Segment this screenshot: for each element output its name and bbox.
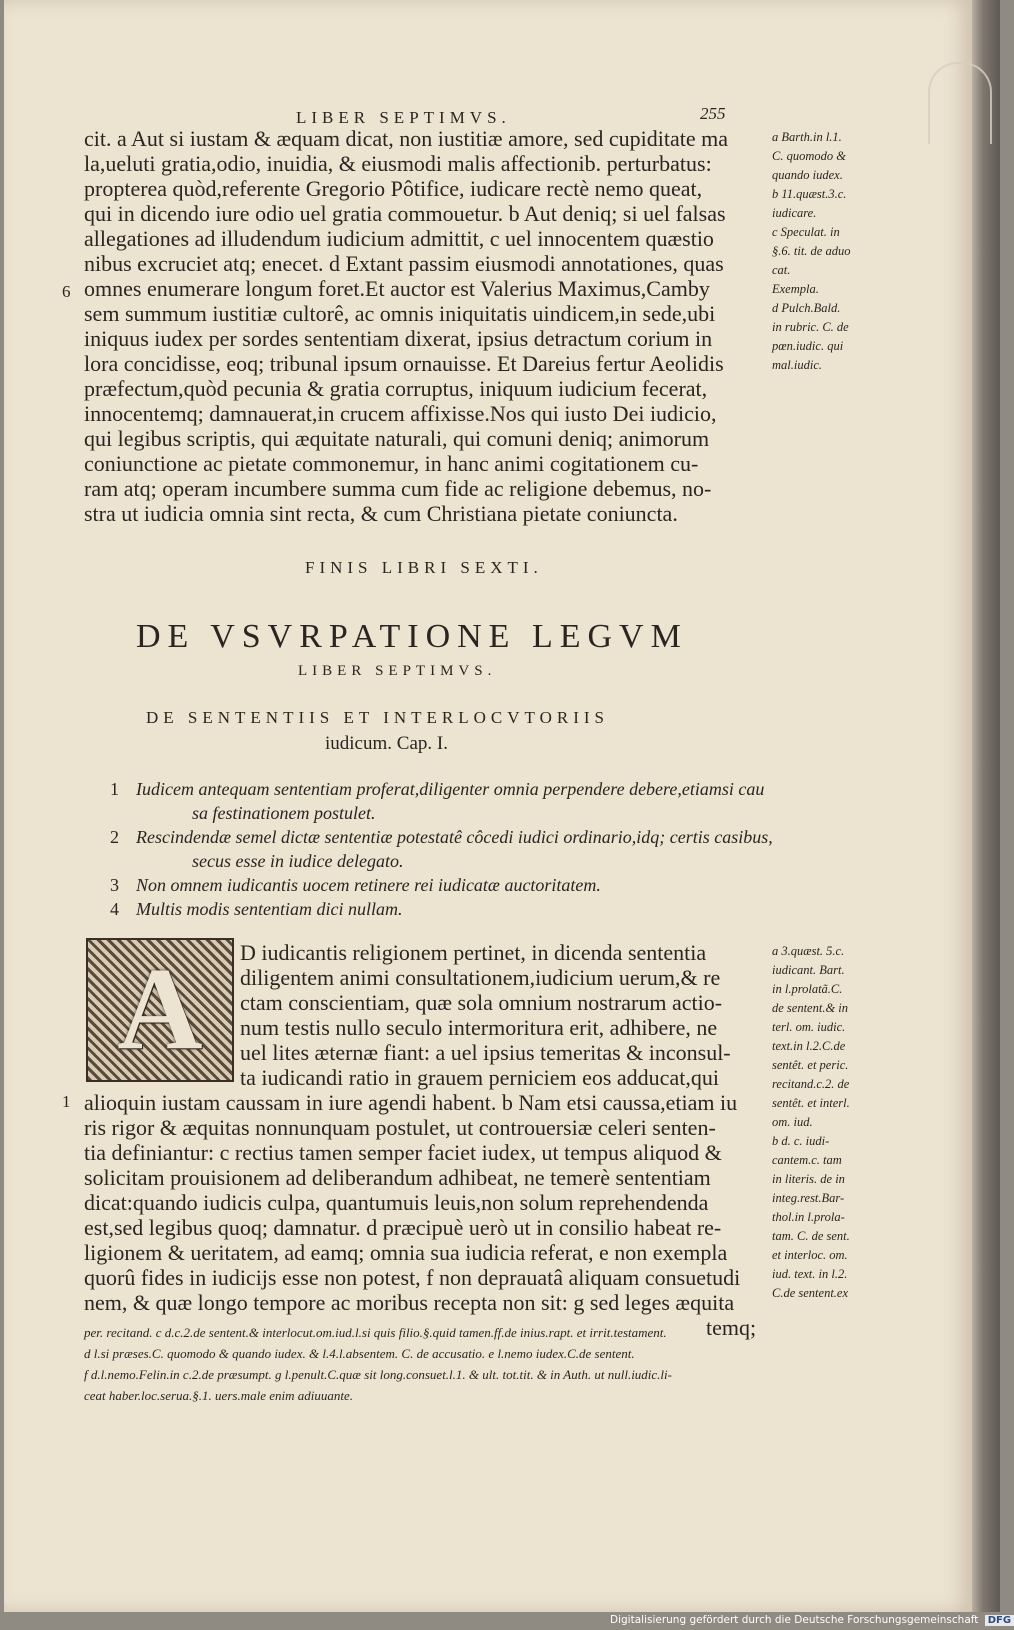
text-line: cit. a Aut si iustam & æquam dicat, non iustitiæ amore, sed cupiditate ma	[84, 126, 729, 151]
text-line: nem, & quæ longo tempore ac moribus recepta non sit: g sed leges æquita	[84, 1290, 735, 1315]
summary-text: Rescindendæ semel dictæ sententiæ potestatê côcedi iudici ordinario,idq; certis casibus,	[136, 827, 773, 847]
sidenote-line: iudicant. Bart.	[772, 963, 845, 977]
margin-line-number: 6	[62, 282, 71, 301]
top-text-block	[84, 126, 764, 526]
lower-sidenotes	[772, 942, 922, 1303]
sidenote-line: c Speculat. in	[772, 225, 840, 239]
sidenote-line: b d. c. iudi-	[772, 1134, 830, 1148]
text-line: dicat:quando iudicis culpa, quantumuis leuis,non solum reprehendenda	[84, 1190, 709, 1215]
sidenote-line: iud. text. in l.2.	[772, 1267, 848, 1281]
sidenote-line: cat.	[772, 263, 791, 277]
summary-number: 4	[110, 899, 119, 919]
footnote-line: ceat haber.loc.serua.§.1. uers.male enim adiuuante.	[84, 1388, 353, 1403]
folio-number: 255	[700, 104, 726, 123]
sidenote-line: mal.iudic.	[772, 358, 822, 372]
summary-item	[110, 897, 770, 921]
text-line: iniquus iudex per sordes sententiam dixerat, ipsius detractum corium in	[84, 326, 713, 351]
sidenote-line: b 11.quæst.3.c.	[772, 187, 847, 201]
footnote-line: f d.l.nemo.Felin.in c.2.de præsumpt. g l.penult.C.quæ sit long.consuet.l.1. & ult. tot.tit. & in Auth. ut null.iudic.li-	[84, 1367, 672, 1382]
text-line: sem summum iustitiæ cultorê, ac omnis iniquitatis uindicem,in sede,ubi	[84, 301, 716, 326]
sidenote-line: integ.rest.Bar-	[772, 1191, 845, 1205]
text-line: la,ueluti gratia,odio, inuidia, & eiusmodi malis affectionib. perturbatus:	[84, 151, 712, 176]
page-edge	[972, 0, 1000, 1612]
text-line: qui in dicendo iure odio uel gratia commouetur. b Aut deniq; si uel falsas	[84, 201, 726, 226]
text-line: uel lites æternæ fiant: a uel ipsius temeritas & inconsul-	[240, 1040, 731, 1065]
catchword: temq;	[706, 1315, 757, 1340]
text-line: D iudicantis religionem pertinet, in dicenda sententia	[240, 940, 707, 965]
sidenote-line: a 3.quæst. 5.c.	[772, 944, 845, 958]
summary-item	[110, 777, 770, 825]
text-line: innocentemq; damnauerat,in crucem affixisse.Nos qui iusto Dei iudicio,	[84, 401, 717, 426]
text-line: qui legibus scriptis, qui æquitate naturali, qui comuni deniq; animorum	[84, 426, 710, 451]
summary-text: Non omnem iudicantis uocem retinere rei iudicatæ auctoritatem.	[136, 875, 601, 895]
sidenote-line: pœn.iudic. qui	[772, 339, 844, 353]
sidenote-line: C.de sentent.ex	[772, 1286, 849, 1300]
footnote-line: per. recitand. c d.c.2.de sentent.& interlocut.om.iud.l.si quis filio.§.quid tamen.ff.de inius.rapt. et irrit.testament.	[84, 1325, 667, 1340]
summary-number: 1	[110, 779, 119, 799]
footnote-line: d l.si præses.C. quomodo & quando iudex. & l.4.l.absentem. C. de accusatio. e l.nemo iudex.C.de sentent.	[84, 1346, 635, 1361]
summary-text: Iudicem antequam sententiam proferat,diligenter omnia perpendere debere,etiamsi cau	[136, 779, 765, 799]
sidenote-line: et interloc. om.	[772, 1248, 848, 1262]
summary-text-cont: secus esse in iudice delegato.	[192, 851, 404, 871]
sidenote-line: Exempla.	[772, 282, 819, 296]
text-line: alioquin iustam caussam in iure agendi habent. b Nam etsi caussa,etiam iu	[84, 1090, 738, 1115]
sidenote-line: thol.in l.prola-	[772, 1210, 845, 1224]
text-line: coniunctione ac pietate commonemur, in hanc animi cogitationem cu-	[84, 451, 699, 476]
text-line: ta iudicandi ratio in grauem perniciem eos adducat,qui	[240, 1065, 719, 1090]
summary-number: 2	[110, 827, 119, 847]
finis-heading: FINIS LIBRI SEXTI.	[305, 558, 543, 577]
sidenote-line: sentêt. et interl.	[772, 1096, 850, 1110]
text-line: omnes enumerare longum foret.Et auctor est Valerius Maximus,Camby	[84, 276, 710, 301]
sidenote-line: cantem.c. tam	[772, 1153, 842, 1167]
text-line: præfectum,quòd pecunia & gratia corruptus, iniquum iudicium fecerat,	[84, 376, 708, 401]
text-line: lora concidisse, eoq; tribunal ipsum ornauisse. Et Dareius fertur Aeolidis	[84, 351, 724, 376]
text-line: stra ut iudicia omnia sint recta, & cum Christiana pietate coniuncta.	[84, 501, 678, 526]
text-line: num testis nullo seculo intermoritura erit, adhibere, ne	[240, 1015, 718, 1040]
sidenote-line: quando iudex.	[772, 168, 843, 182]
sidenote-line: in literis. de in	[772, 1172, 845, 1186]
sidenote-line: terl. om. iudic.	[772, 1020, 846, 1034]
sidenote-line: iudicare.	[772, 206, 817, 220]
sidenote-line: tam. C. de sent.	[772, 1229, 850, 1243]
sidenote-line: sentêt. et peric.	[772, 1058, 849, 1072]
footnotes	[84, 1322, 854, 1406]
top-sidenotes	[772, 128, 922, 375]
chapter-summary	[110, 777, 773, 921]
body-full-block	[84, 1090, 764, 1315]
sidenote-line: de sentent.& in	[772, 1001, 849, 1015]
running-head: LIBER SEPTIMVS.	[296, 108, 511, 127]
sidenote-line: a Barth.in l.1.	[772, 130, 842, 144]
summary-text: Multis modis sententiam dici nullam.	[136, 899, 403, 919]
sidenote-line: d Pulch.Bald.	[772, 301, 841, 315]
text-line: tia definiantur: c rectius tamen semper faciet iudex, ut tempus aliquod &	[84, 1140, 722, 1165]
initial-letter: A	[117, 943, 203, 1074]
page-curl	[928, 62, 992, 144]
sidenote-line: in l.prolatã.C.	[772, 982, 843, 996]
sidenote-line: text.in l.2.C.de	[772, 1039, 846, 1053]
body-indented-block	[240, 940, 760, 1090]
book-title: DE VSVRPATIONE LEGVM	[136, 618, 688, 655]
chapter-number: iudicum. Cap. I.	[325, 733, 448, 754]
text-line: propterea quòd,referente Gregorio Pôtifice, iudicare rectè nemo queat,	[84, 176, 703, 201]
summary-text-cont: sa festinationem postulet.	[192, 803, 376, 823]
chapter-heading: DE SENTENTIIS ET INTERLOCVTORIIS	[146, 708, 609, 727]
summary-item	[110, 873, 770, 897]
text-line: allegationes ad illudendum iudicium admittit, c uel innocentem quæstio	[84, 226, 714, 251]
summary-item	[110, 825, 773, 873]
dfg-logo: DFG	[985, 1615, 1014, 1626]
credit-text: Digitalisierung gefördert durch die Deutsche Forschungsgemeinschaft	[610, 1614, 979, 1626]
sidenote-line: om. iud.	[772, 1115, 813, 1129]
text-line: ris rigor & æquitas nonnunquam postulet, ut controuersiæ celeri senten-	[84, 1115, 716, 1140]
decorated-initial	[86, 938, 234, 1082]
margin-line-number: 1	[62, 1092, 71, 1111]
digitization-credit	[610, 1614, 1014, 1626]
summary-number: 3	[110, 875, 119, 895]
text-line: quorû fides in iudicijs esse non potest, f non deprauatâ aliquam consuetudi	[84, 1265, 741, 1290]
text-line: ligionem & ueritatem, ad eamq; omnia sua iudicia referat, e non exempla	[84, 1240, 728, 1265]
text-line: est,sed legibus quoq; damnatur. d præcipuè uerò ut in consilio habeat re-	[84, 1215, 722, 1240]
sidenote-line: C. quomodo &	[772, 149, 846, 163]
text-line: solicitam prouisionem ad deliberandum adhibeat, ne temerè sententiam	[84, 1165, 711, 1190]
sidenote-line: in rubric. C. de	[772, 320, 849, 334]
text-line: ctam conscientiam, quæ sola omnium nostrarum actio-	[240, 990, 723, 1015]
sidenote-line: recitand.c.2. de	[772, 1077, 850, 1091]
book-subtitle: LIBER SEPTIMVS.	[298, 663, 497, 679]
sidenote-line: §.6. tit. de aduo	[772, 244, 851, 258]
text-line: nibus excruciet atq; enecet. d Extant passim eiusmodi annotationes, quas	[84, 251, 724, 276]
text-line: ram atq; operam incumbere summa cum fide ac religione debemus, no-	[84, 476, 712, 501]
text-line: diligentem animi consultationem,iudicium uerum,& re	[240, 965, 721, 990]
